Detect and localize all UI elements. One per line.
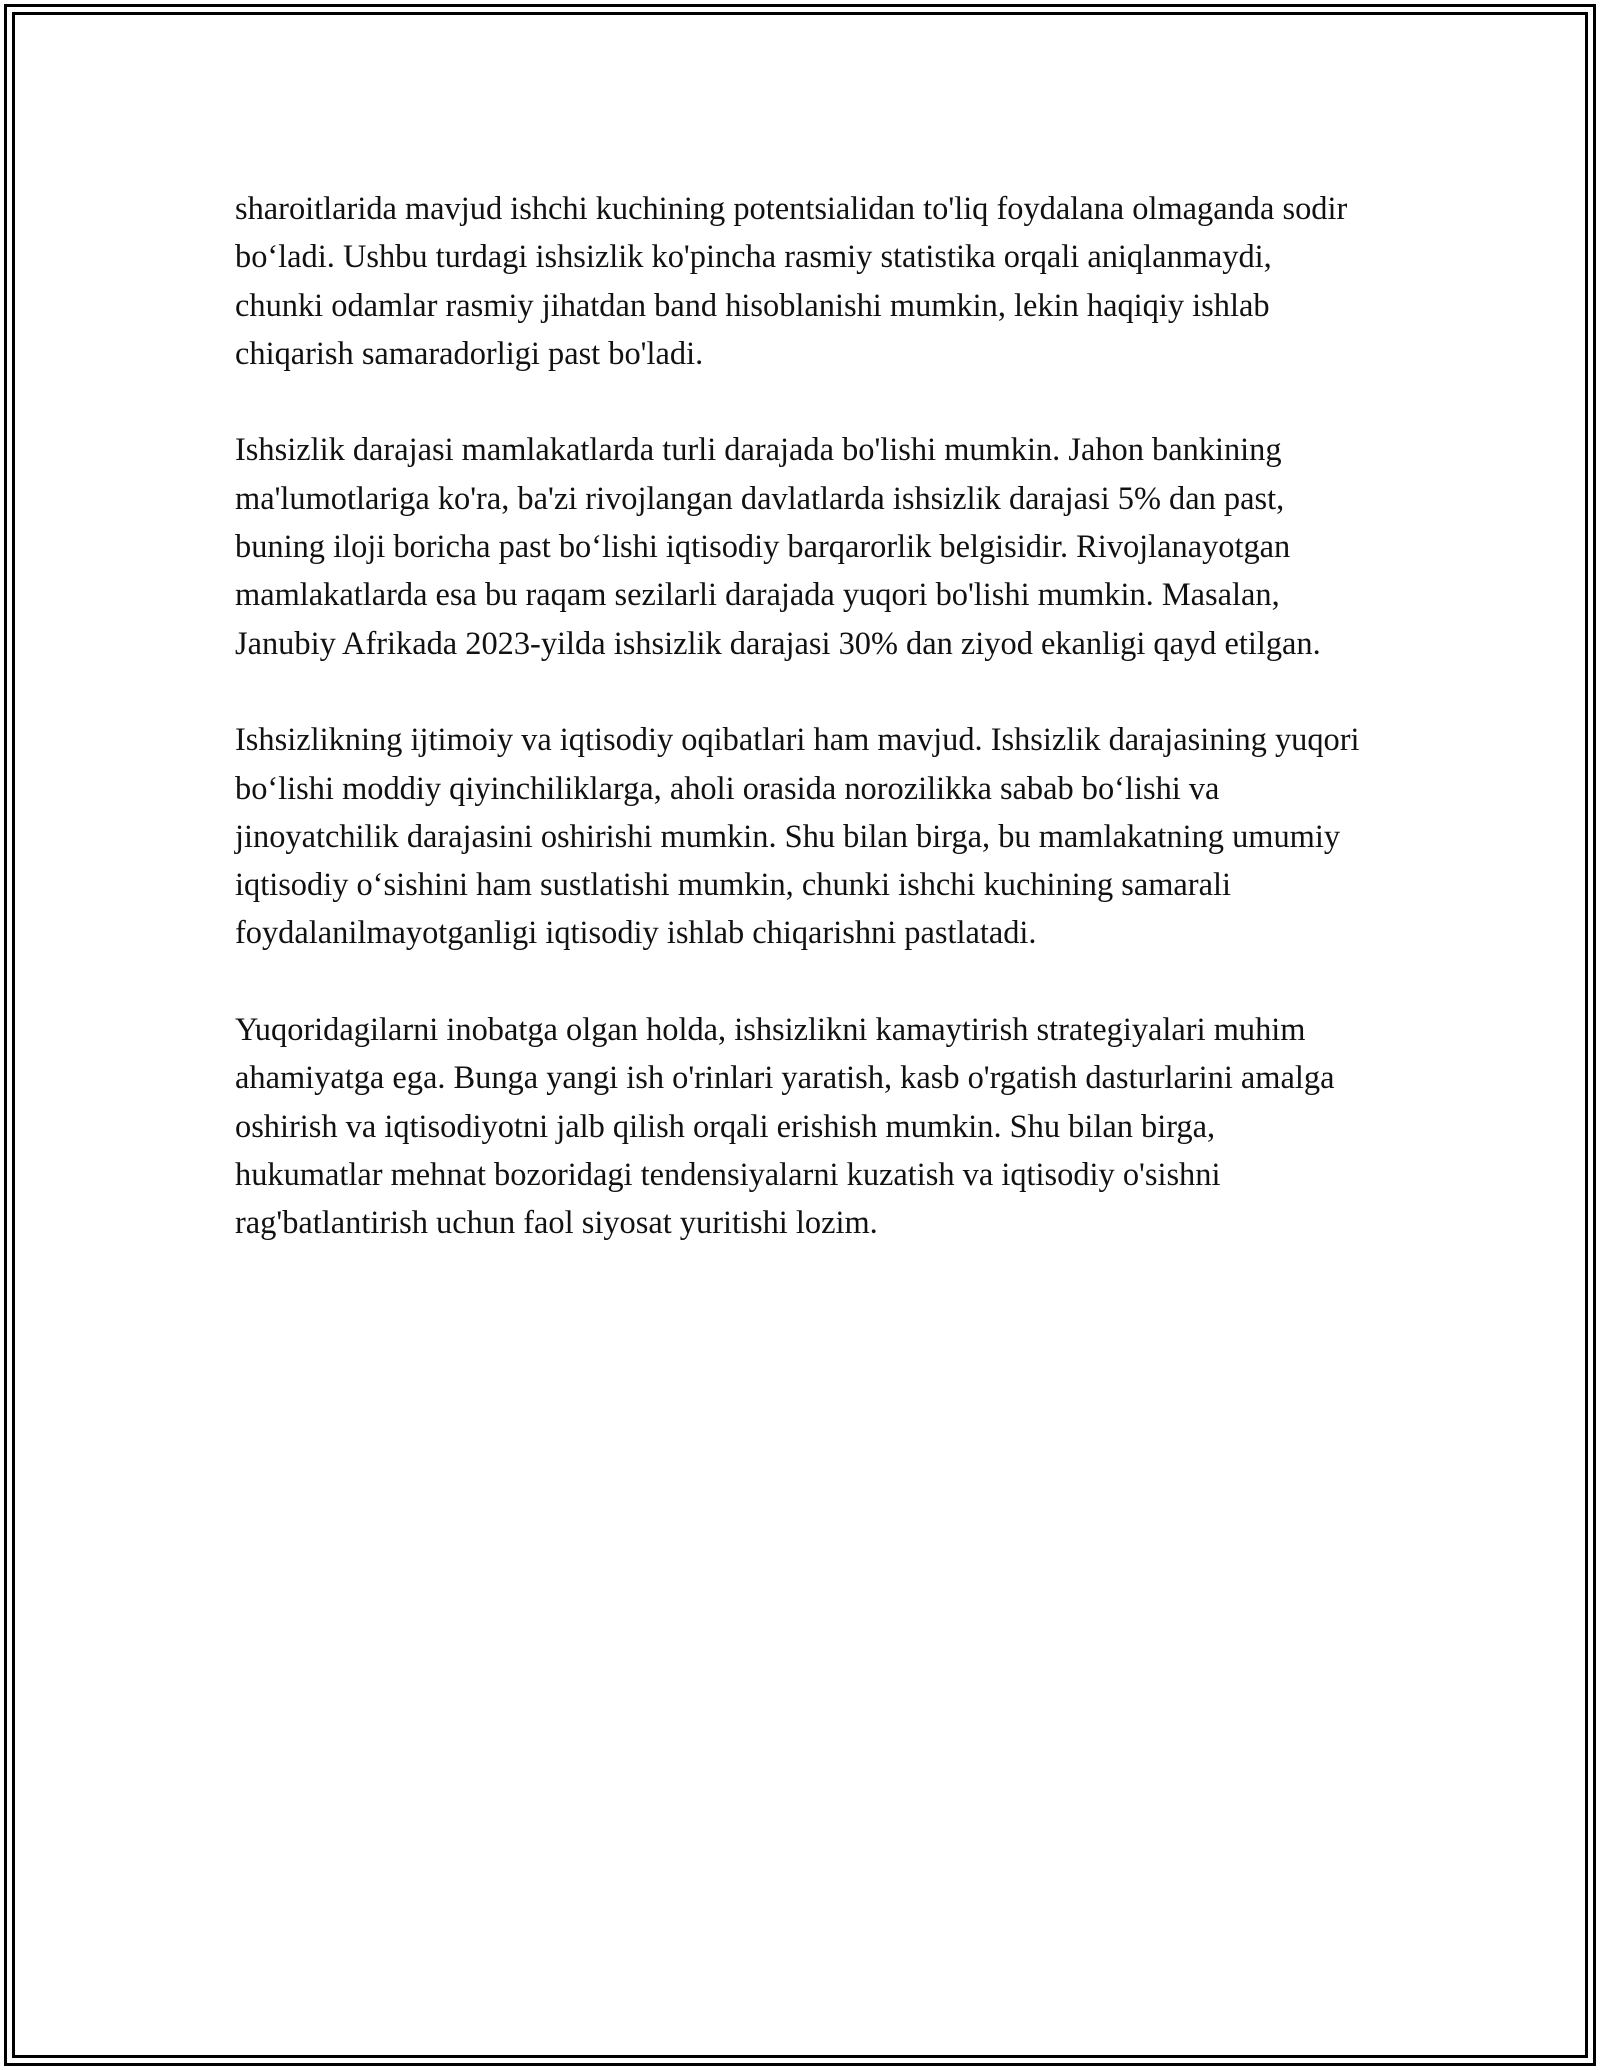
paragraph-4: Yuqoridagilarni inobatga olgan holda, ishsizlikni kamaytirish strategiyalari muhim ahamiyatga ega. Bunga yangi ish o'rinlari yaratish, kasb o'rgatish dasturlarini amalga oshirish va iqtisodiyotni jalb qilish orqali erishish mumkin. Shu bilan birga, hukumatlar mehnat bozoridagi tendensiyalarni kuzatish va iqtisodiy o'sishni rag'batlantirish uchun faol siyosat yuritishi lozim.	[235, 1012, 1335, 1242]
paragraph-2: Ishsizlik darajasi mamlakatlarda turli darajada bo'lishi mumkin. Jahon bankining ma'lumotlariga ko'ra, ba'zi rivojlangan davlatlarda ishsizlik darajasi 5% dan past, buning iloji boricha past bo‘lishi iqtisodiy barqarorlik belgisidir. Rivojlanayotgan mamlakatlarda esa bu raqam sezilarli darajada yuqori bo'lishi mumkin. Masalan, Janubiy Afrikada 2023-yilda ishsizlik darajasi 30% dan ziyod ekanligi qayd etilgan.	[235, 432, 1321, 662]
paragraph-3: Ishsizlikning ijtimoiy va iqtisodiy oqibatlari ham mavjud. Ishsizlik darajasining yuqori bo‘lishi moddiy qiyinchiliklarga, aholi orasida norozilikka sabab bo‘lishi va jinoyatchilik darajasini oshirishi mumkin. Shu bilan birga, bu mamlakatning umumiy iqtisodiy o‘sishini ham sustlatishi mumkin, chunki ishchi kuchining samarali foydalanilmayotganligi iqtisodiy ishlab chiqarishni pastlatadi.	[235, 722, 1360, 952]
document-body	[235, 185, 1365, 1248]
paragraph-1: sharoitlarida mavjud ishchi kuchining potentsialidan to'liq foydalana olmaganda sodir bo‘ladi. Ushbu turdagi ishsizlik ko'pincha rasmiy statistika orqali aniqlanmaydi, chunki odamlar rasmiy jihatdan band hisoblanishi mumkin, lekin haqiqiy ishlab chiqarish samaradorligi past bo'ladi.	[235, 191, 1348, 372]
